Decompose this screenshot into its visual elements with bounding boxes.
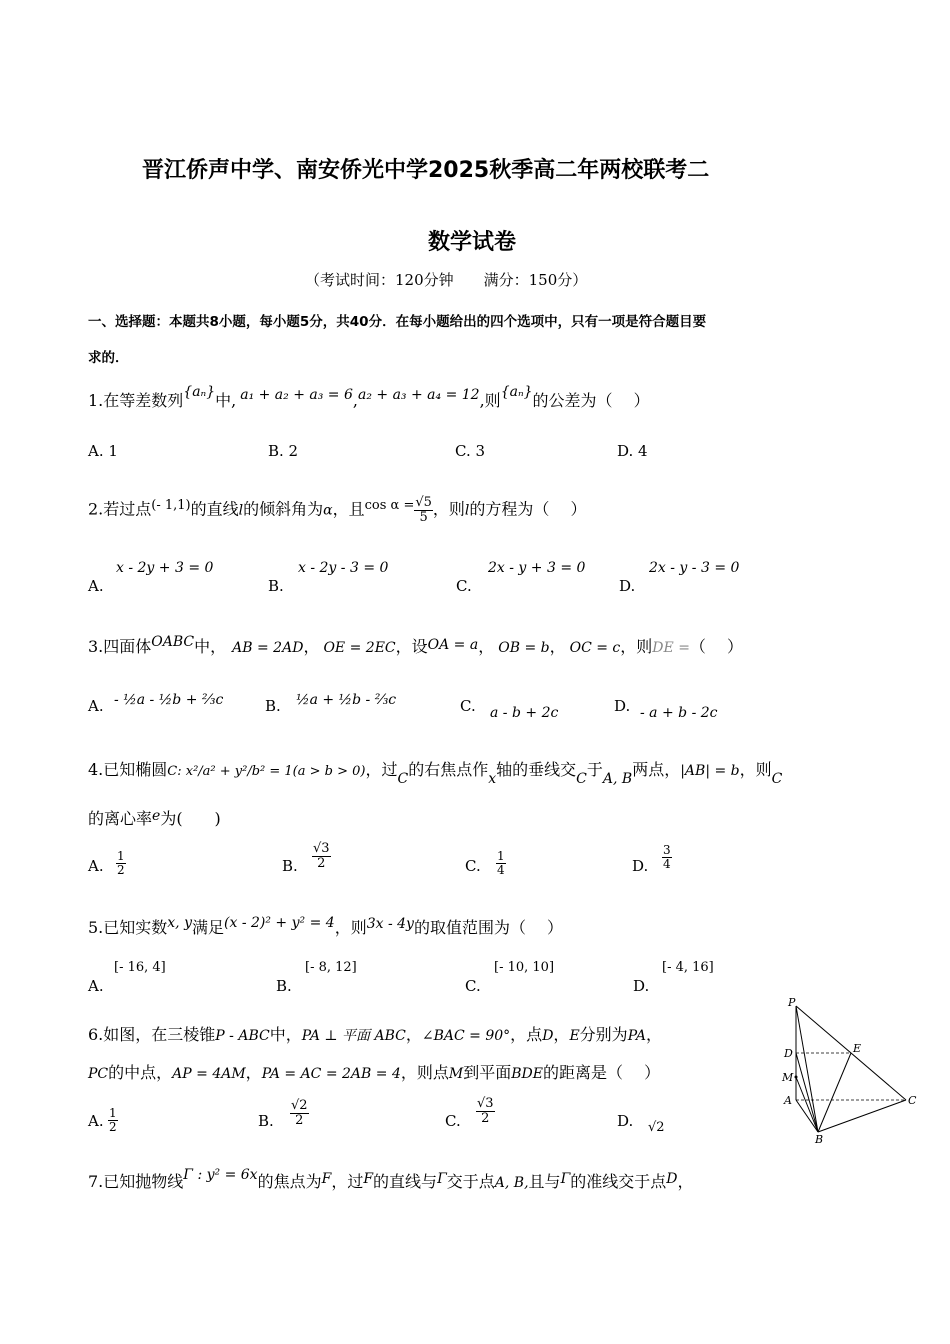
- q5-option-a[interactable]: [- 16, 4]: [114, 960, 166, 975]
- label-b: B: [815, 1133, 824, 1146]
- question-3: 3.四面体OABC中， AB = 2AD， OE = 2EC，设OA = a， OB = b， OC = c，则DE =（ ）: [88, 634, 744, 656]
- q2-option-a[interactable]: x - 2y + 3 = 0: [116, 560, 214, 576]
- point-m-dot: [795, 1076, 798, 1079]
- question-4-cont: 的离心率e为( ): [88, 808, 221, 828]
- fraction: $\frac{√5}{5}$: [415, 495, 432, 525]
- q1-option-b[interactable]: B. 2: [268, 442, 299, 460]
- exam-title: 晋江侨声中学、南安侨光中学2025秋季高二年两校联考二: [142, 158, 710, 183]
- q2-option-c-label[interactable]: C.: [456, 577, 472, 595]
- edge-pb: [796, 1006, 818, 1132]
- q6-option-d-label[interactable]: D.: [617, 1112, 634, 1130]
- section-heading-cont: 求的．: [88, 350, 129, 366]
- q4-option-a-label[interactable]: A.: [88, 857, 104, 875]
- q6-option-c-label[interactable]: C.: [445, 1112, 461, 1130]
- q3-option-c-label[interactable]: C.: [460, 697, 476, 715]
- q4-option-b-label[interactable]: B.: [282, 857, 298, 875]
- question-7: 7.已知抛物线Γ : y² = 6x的焦点为F，过F的直线与Γ交于点A, B,且与Γ的准线交于点D，: [88, 1167, 694, 1191]
- question-2: 2.若过点$^{(- 1,1)}$的直线l的倾斜角为α，且$^{cos \alpha =}$ $\frac{√5}{5}$ ，则l的方程为（ ）: [88, 495, 587, 525]
- q6-option-b-label[interactable]: B.: [258, 1112, 274, 1130]
- q3-option-a-label[interactable]: A.: [88, 697, 104, 715]
- label-d: D: [784, 1047, 793, 1060]
- q5-option-b-label[interactable]: B.: [276, 977, 292, 995]
- q3-option-b[interactable]: ½a + ½b - ⅔c: [296, 692, 397, 708]
- q2-option-d[interactable]: 2x - y - 3 = 0: [649, 560, 740, 576]
- q1-option-a[interactable]: A. 1: [88, 442, 118, 460]
- label-e: E: [853, 1042, 862, 1055]
- question-5: 5.已知实数x, y满足(x - 2)² + y² = 4，则3x - 4y的取值范围为（ ）: [88, 915, 564, 937]
- q1-option-d[interactable]: D. 4: [617, 442, 648, 460]
- edge-bd: [796, 1053, 818, 1132]
- q5-option-d[interactable]: [- 4, 16]: [662, 960, 714, 975]
- question-6-cont: PC的中点，AP = 4AM，PA = AC = 2AB = 4，则点M到平面BDE的距离是（ ）: [88, 1063, 661, 1082]
- q1-option-c[interactable]: C. 3: [455, 442, 486, 460]
- q4-option-a[interactable]: $\frac{1}{2}$: [117, 849, 125, 877]
- q6-option-c[interactable]: $\frac{√3}{2}$: [477, 1096, 494, 1126]
- q4-option-c[interactable]: $\frac{1}{4}$: [497, 849, 505, 877]
- q5-option-d-label[interactable]: D.: [633, 977, 650, 995]
- q2-option-a-label[interactable]: A.: [88, 577, 104, 595]
- label-c: C: [908, 1094, 917, 1107]
- q4-option-c-label[interactable]: C.: [465, 857, 481, 875]
- q5-option-b[interactable]: [- 8, 12]: [305, 960, 357, 975]
- q6-option-a[interactable]: $\frac{1}{2}$: [109, 1106, 117, 1134]
- edge-be: [818, 1053, 851, 1132]
- label-p: P: [788, 996, 796, 1009]
- q2-option-c[interactable]: 2x - y + 3 = 0: [488, 560, 586, 576]
- exam-info: （考试时间：120分钟 满分：150分）: [305, 271, 588, 289]
- q6-option-b[interactable]: $\frac{√2}{2}$: [291, 1098, 308, 1128]
- section-heading: 一、选择题：本题共8小题，每小题5分，共40分．在每小题给出的四个选项中，只有一项是符合题目要: [88, 314, 707, 330]
- question-1: 1.在等差数列{aₙ}中, a₁ + a₂ + a₃ = 6,a₂ + a₃ + a₄ = 12,则{aₙ}的公差为（ ）: [88, 384, 650, 410]
- q5-option-c[interactable]: [- 10, 10]: [494, 960, 555, 975]
- q4-option-b[interactable]: $\frac{√3}{2}$: [313, 841, 330, 871]
- q4-option-d-label[interactable]: D.: [632, 857, 649, 875]
- label-a: A: [784, 1094, 792, 1107]
- q3-option-c[interactable]: a - b + 2c: [490, 705, 559, 721]
- q3-option-d[interactable]: - a + b - 2c: [640, 705, 718, 721]
- q4-option-d[interactable]: $\frac{3}{4}$: [663, 843, 671, 871]
- question-4: 4.已知椭圆C: x²/a² + y²/b² = 1(a > b > 0)，过C的右焦点作x轴的垂线交C于A, B两点，|AB| = b，则C: [88, 760, 783, 787]
- q3-option-a[interactable]: - ½a - ½b + ⅔c: [114, 692, 224, 708]
- edge-bc: [818, 1100, 906, 1132]
- q5-option-a-label[interactable]: A.: [88, 977, 104, 995]
- q5-option-c-label[interactable]: C.: [465, 977, 481, 995]
- question-6: 6.如图，在三棱锥P - ABC中，PA ⊥ 平面 ABC，∠BAC = 90°，点D，E分别为PA，: [88, 1025, 662, 1044]
- q3-option-d-label[interactable]: D.: [614, 697, 631, 715]
- q3-option-b-label[interactable]: B.: [265, 697, 281, 715]
- q2-option-b[interactable]: x - 2y - 3 = 0: [298, 560, 389, 576]
- tetrahedron-figure: [778, 996, 920, 1146]
- q6-option-a-label[interactable]: A.: [88, 1112, 104, 1130]
- q6-option-d[interactable]: √2: [648, 1120, 665, 1135]
- label-m: M: [782, 1071, 794, 1084]
- exam-subtitle: 数学试卷: [428, 230, 517, 255]
- q2-option-b-label[interactable]: B.: [268, 577, 284, 595]
- q2-option-d-label[interactable]: D.: [619, 577, 636, 595]
